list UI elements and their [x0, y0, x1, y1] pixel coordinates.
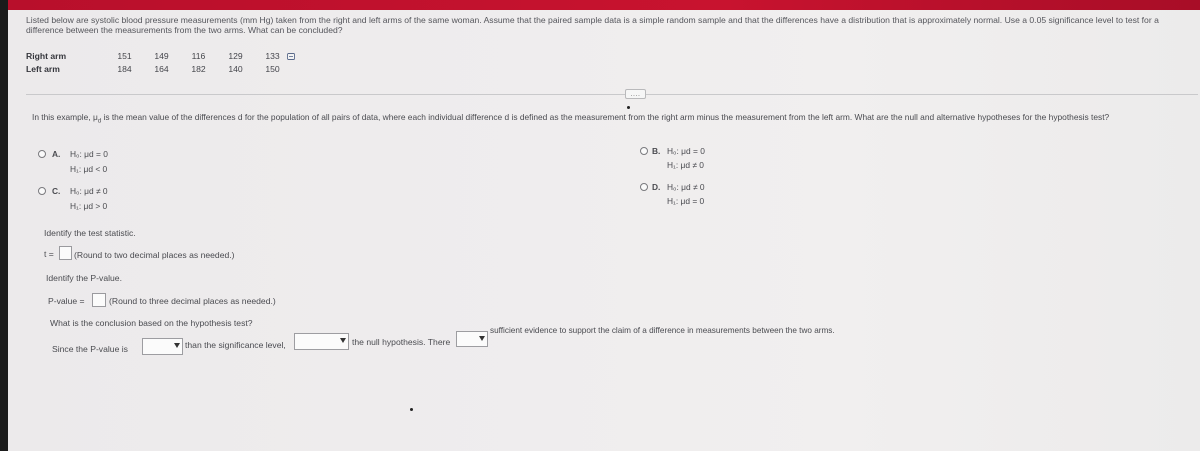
option-c-h0: H₀: μd ≠ 0	[70, 186, 108, 196]
blood-pressure-table	[26, 50, 291, 76]
expand-more-button[interactable]: ....	[625, 89, 646, 99]
table-cell: 151	[117, 50, 132, 61]
option-a-h1: H₁: μd < 0	[70, 164, 108, 174]
table-cell: 164	[154, 63, 169, 74]
option-a-h0: H₀: μd = 0	[70, 149, 108, 159]
chevron-down-icon	[174, 343, 180, 348]
table-cell: 140	[228, 63, 243, 74]
top-header-bar	[8, 0, 1200, 10]
screen-speck	[410, 408, 413, 411]
option-letter: A.	[52, 149, 61, 159]
chevron-down-icon	[340, 338, 346, 343]
conclusion-sufficient-text: sufficient evidence to support the claim of a difference in measurements between the two arms.	[490, 326, 835, 335]
question-text-rest: is the mean value of the differences d for the population of all pairs of data, where each individual difference d is defined as the measurement from the right arm minus the measurement from the left arm. What are the null and alternative hypotheses for the hypothesis test?	[101, 112, 1110, 122]
table-cell: 184	[117, 63, 132, 74]
radio-b[interactable]	[640, 147, 648, 155]
table-cell: 182	[191, 63, 206, 74]
conclusion-null-text: the null hypothesis. There	[352, 337, 451, 347]
copy-data-icon[interactable]	[287, 53, 295, 60]
option-b-h0: H₀: μd = 0	[667, 146, 705, 156]
option-letter: B.	[652, 146, 661, 156]
option-c[interactable]	[38, 185, 158, 215]
comparison-dropdown[interactable]	[142, 338, 183, 355]
conclusion-than-text: than the significance level,	[185, 340, 286, 350]
table-cell: 129	[228, 50, 243, 61]
radio-c[interactable]	[38, 187, 46, 195]
table-cell: 150	[265, 63, 280, 74]
option-d-h0: H₀: μd ≠ 0	[667, 182, 705, 192]
option-b-h1: H₁: μd ≠ 0	[667, 160, 704, 170]
table-cell: 149	[154, 50, 169, 61]
t-prefix: t =	[44, 249, 54, 259]
radio-a[interactable]	[38, 150, 46, 158]
test-statistic-heading: Identify the test statistic.	[44, 228, 136, 238]
conclusion-since-text: Since the P-value is	[52, 344, 128, 354]
table-row-left-arm	[26, 63, 291, 76]
homework-screen	[8, 0, 1200, 451]
question-subscript: d	[97, 118, 102, 125]
option-letter: C.	[52, 186, 61, 196]
option-c-h1: H₁: μd > 0	[70, 201, 108, 211]
option-a[interactable]	[38, 148, 158, 178]
p-value-rounding-hint: (Round to three decimal places as needed.)	[109, 296, 276, 306]
table-row-right-arm	[26, 50, 291, 63]
p-value-heading: Identify the P-value.	[46, 273, 122, 283]
p-value-input[interactable]	[92, 293, 106, 307]
evidence-dropdown[interactable]	[456, 331, 488, 347]
option-letter: D.	[652, 182, 661, 192]
table-cell: 116	[191, 50, 206, 61]
p-value-prefix: P-value =	[48, 296, 85, 306]
option-d[interactable]	[640, 181, 760, 211]
row-label: Right arm	[26, 50, 67, 61]
problem-prompt: Listed below are systolic blood pressure measurements (mm Hg) taken from the right and left arms of the same woman. Assume that the paired sample data is a simple random sample and that the differences have a distribution that is approximately normal. Use a 0.05 significance level to test for a difference between the measurements from the two arms. What can be concluded?	[26, 15, 1159, 35]
radio-d[interactable]	[640, 183, 648, 191]
conclusion-heading: What is the conclusion based on the hypothesis test?	[50, 318, 253, 328]
t-rounding-hint: (Round to two decimal places as needed.)	[74, 250, 235, 260]
hypothesis-question	[32, 112, 1192, 127]
chevron-down-icon	[479, 336, 485, 341]
option-d-h1: H₁: μd = 0	[667, 196, 705, 206]
screen-speck	[627, 106, 630, 109]
t-value-input[interactable]	[59, 246, 72, 260]
decision-dropdown[interactable]	[294, 333, 349, 350]
row-label: Left arm	[26, 63, 60, 74]
option-b[interactable]	[640, 145, 760, 175]
section-divider	[26, 94, 1198, 95]
question-text: In this example, μ	[32, 112, 98, 122]
table-cell: 133	[265, 50, 280, 61]
